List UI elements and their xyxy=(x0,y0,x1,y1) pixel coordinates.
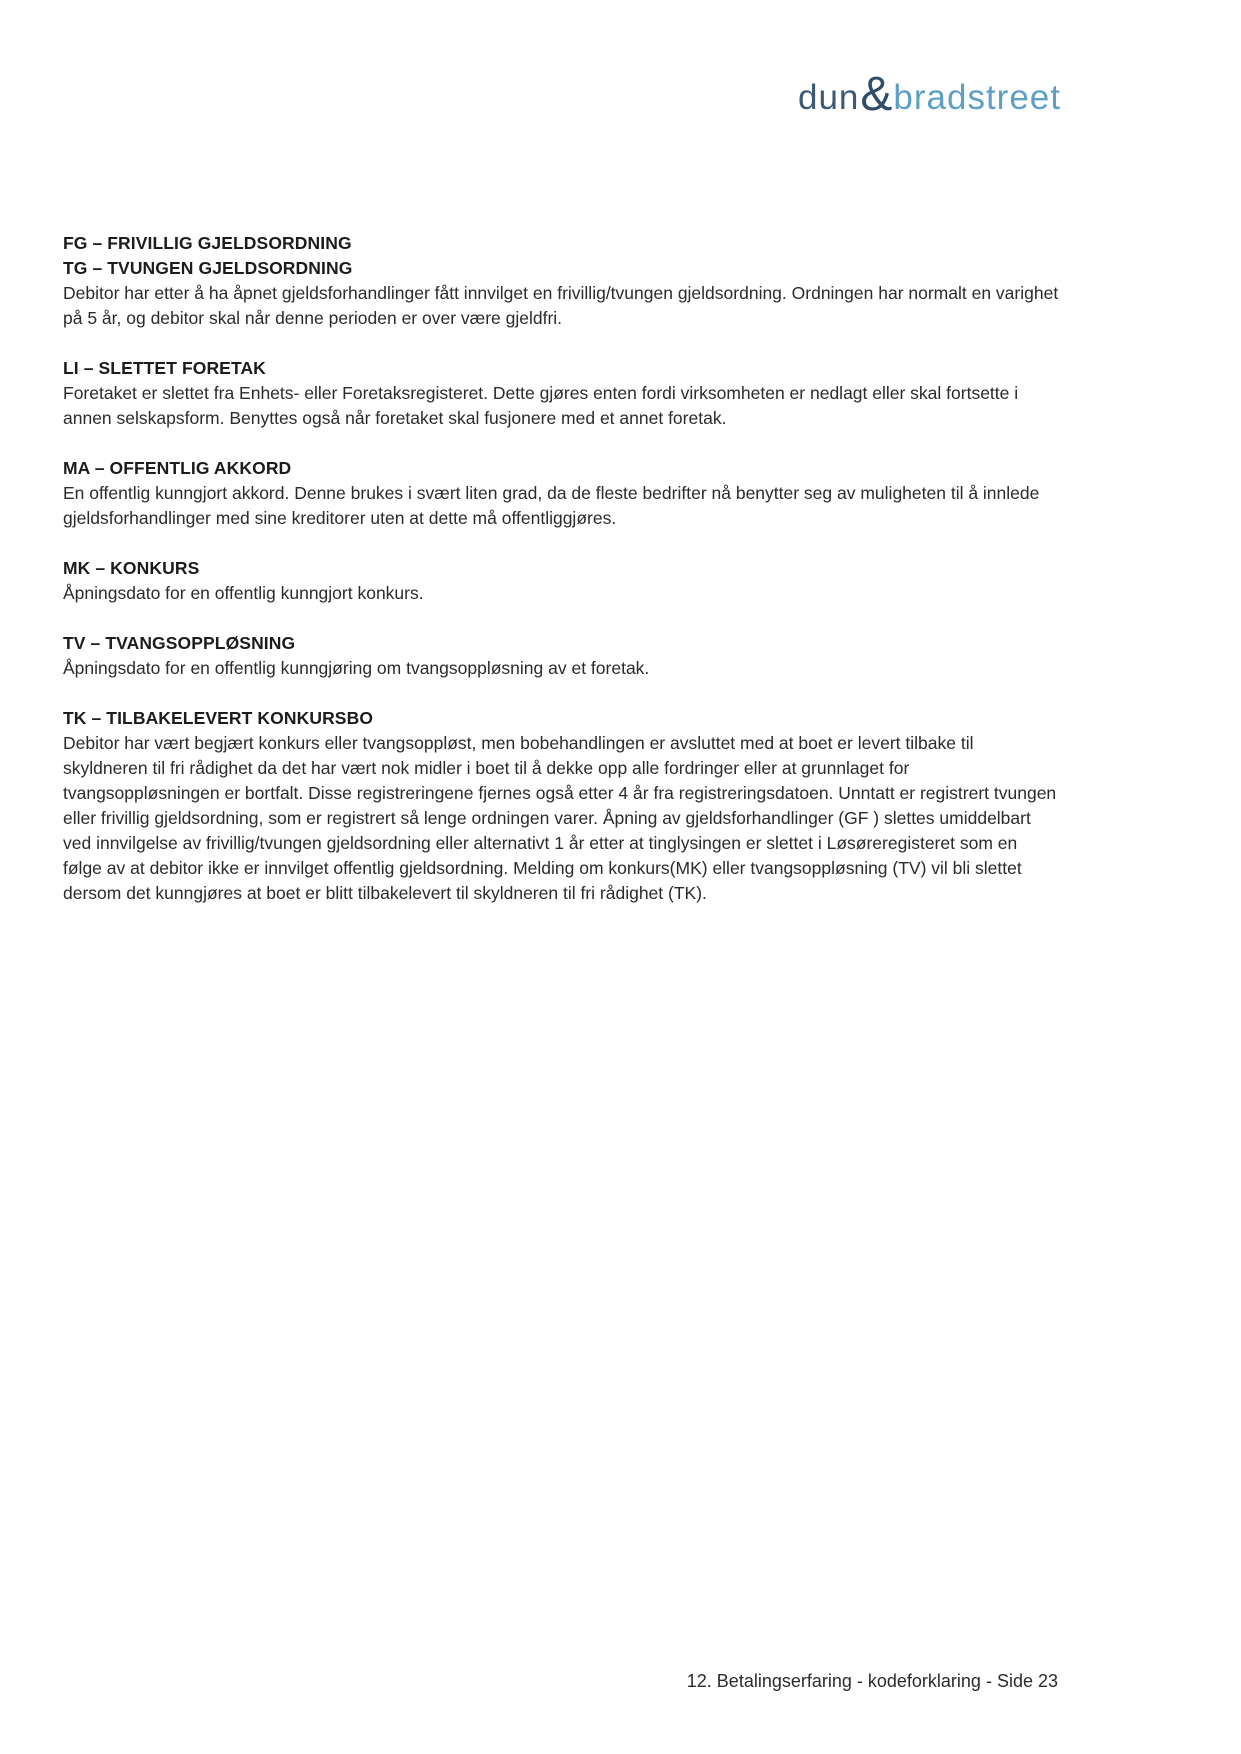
section-mk xyxy=(63,556,1059,606)
ampersand-icon: & xyxy=(860,68,893,121)
section-tv xyxy=(63,631,1059,681)
section-ma xyxy=(63,456,1059,531)
logo-text-dun: dun xyxy=(797,78,860,117)
section-heading: TG – TVUNGEN GJELDSORDNING xyxy=(63,258,353,278)
section-body: Debitor har etter å ha åpnet gjeldsforhandlinger fått innvilget en frivillig/tvungen gjeldsordning. Ordningen har normalt en varighet på 5 år, og debitor skal når denne perioden er over være gjeldfri. xyxy=(63,283,1059,328)
section-tk xyxy=(63,706,1059,906)
section-body: Debitor har vært begjært konkurs eller tvangsoppløst, men bobehandlingen er avsluttet med at boet er levert tilbake til skyldneren til fri rådighet da det har vært nok midler i boet til å dekke opp alle fordringer eller at grunnlaget for tvangsoppløsningen er bortfalt. Disse registreringene fjernes også etter 4 år fra registreringsdatoen. Unntatt er registrert tvungen eller frivillig gjeldsordning, som er registrert så lenge ordningen varer. Åpning av gjeldsforhandlinger (GF ) slettes umiddelbart ved innvilgelse av frivillig/tvungen gjeldsordning eller alternativt 1 år etter at tinglysingen er slettet i Løsøreregisteret som en følge av at debitor ikke er innvilget offentlig gjeldsordning. Melding om konkurs(MK) eller tvangsoppløsning (TV) vil bli slettet dersom det kunngjøres at boet er blitt tilbakelevert til skyldneren til fri rådighet (TK). xyxy=(63,733,1057,903)
section-fg-tg xyxy=(63,231,1059,331)
section-heading: MK – KONKURS xyxy=(63,558,200,578)
section-body: En offentlig kunngjort akkord. Denne brukes i svært liten grad, da de fleste bedrifter nå benytter seg av muligheten til å innlede gjeldsforhandlinger med sine kreditorer uten at dette må offentliggjøres. xyxy=(63,483,1040,528)
section-body: Foretaket er slettet fra Enhets- eller Foretaksregisteret. Dette gjøres enten fordi virksomheten er nedlagt eller skal fortsette i annen selskapsform. Benyttes også når foretaket skal fusjonere med et annet foretak. xyxy=(63,383,1019,428)
section-body: Åpningsdato for en offentlig kunngjort konkurs. xyxy=(63,583,424,603)
section-li xyxy=(63,356,1059,431)
document-body xyxy=(63,231,1059,931)
section-heading: LI – SLETTET FORETAK xyxy=(63,358,266,378)
logo-text-bradstreet: bradstreet xyxy=(893,78,1061,117)
section-body: Åpningsdato for en offentlig kunngjøring om tvangsoppløsning av et foretak. xyxy=(63,658,650,678)
dun-bradstreet-logo xyxy=(797,68,1061,122)
page-footer xyxy=(687,1671,1058,1692)
section-heading: TV – TVANGSOPPLØSNING xyxy=(63,633,296,653)
section-heading: FG – FRIVILLIG GJELDSORDNING xyxy=(63,233,352,253)
section-heading: MA – OFFENTLIG AKKORD xyxy=(63,458,292,478)
section-heading: TK – TILBAKELEVERT KONKURSBO xyxy=(63,708,374,728)
footer-text: 12. Betalingserfaring - kodeforklaring - Side 23 xyxy=(686,1671,1058,1691)
